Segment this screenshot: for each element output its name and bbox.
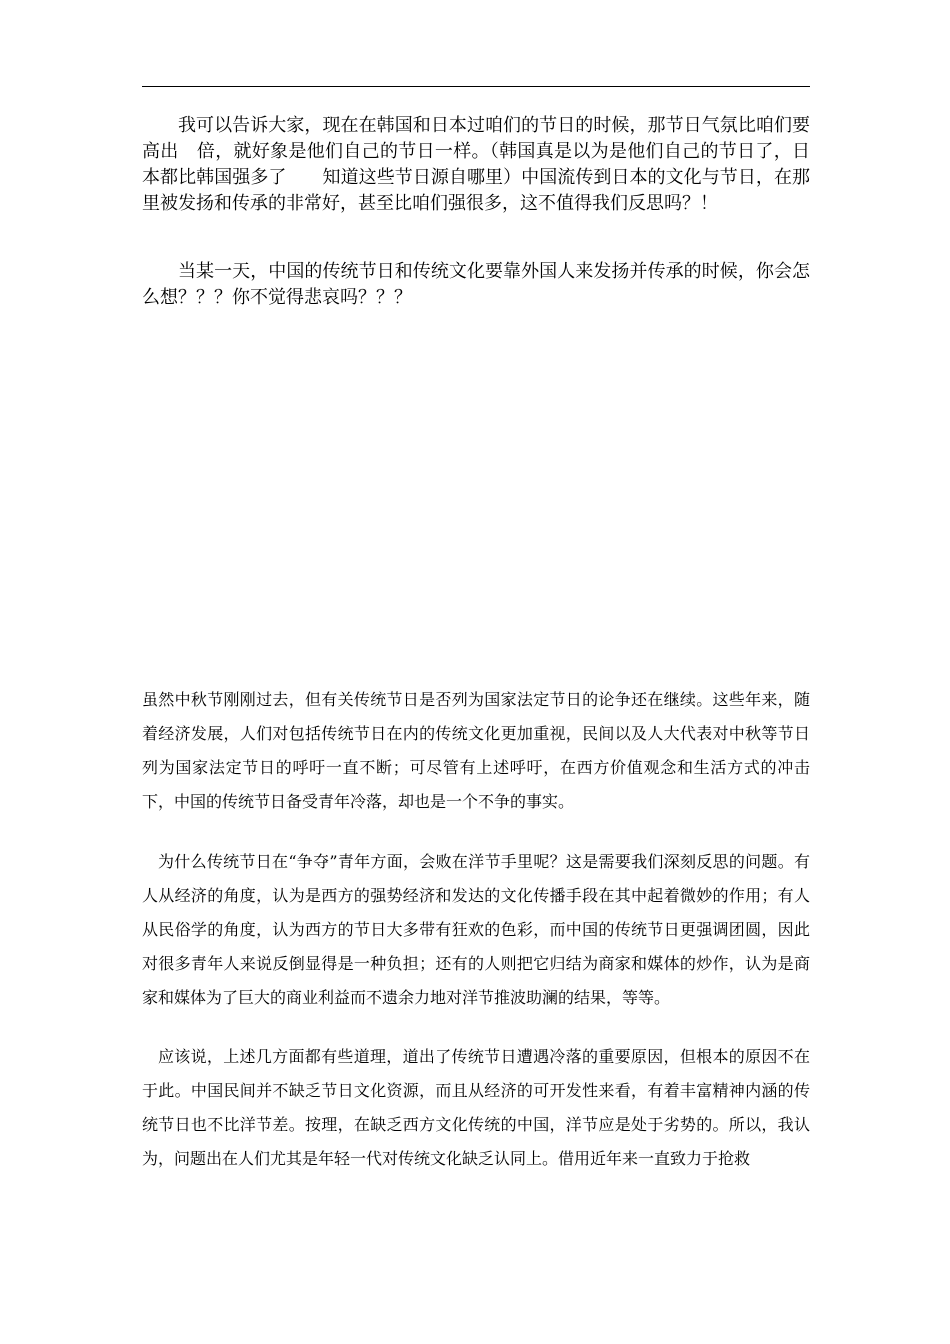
paragraph-3: 虽然中秋节刚刚过去，但有关传统节日是否列为国家法定节日的论争还在继续。这些年来，随着经济发展，人们对包括传统节日在内的传统文化更加重视，民间以及人大代表对中秋等节日列为国家法定节日的呼吁一直不断；可尽管有上述呼吁，在西方价值观念和生活方式的冲击下，中国的传统节日备受青年冷落，却也是一个不争的事实。 xyxy=(142,690,810,811)
paragraph-5: 应该说，上述几方面都有些道理，道出了传统节日遭遇冷落的重要原因，但根本的原因不在于此。中国民间并不缺乏节日文化资源，而且从经济的可开发性来看，有着丰富精神内涵的传统节日也不比洋节差。按理，在缺乏西方文化传统的中国，洋节应是处于劣势的。所以，我认为，问题出在人们尤其是年轻一代对传统文化缺乏认同上。借用近年来一直致力于抢救 xyxy=(142,1047,810,1168)
paragraph-2: 当某一天，中国的传统节日和传统文化要靠外国人来发扬并传承的时候，你会怎么想？？？你不觉得悲哀吗？？？ xyxy=(142,261,810,308)
header-rule xyxy=(142,86,810,87)
paragraph-4: 为什么传统节日在“争夺”青年方面，会败在洋节手里呢？这是需要我们深刻反思的问题。有人从经济的角度，认为是西方的强势经济和发达的文化传播手段在其中起着微妙的作用；有人从民俗学的角度，认为西方的节日大多带有狂欢的色彩，而中国的传统节日更强调团圆，因此对很多青年人来说反倒显得是一种负担；还有的人则把它归结为商家和媒体的炒作，认为是商家和媒体为了巨大的商业利益而不遗余力地对洋节推波助澜的结果，等等。 xyxy=(142,852,810,1007)
paragraph-1: 我可以告诉大家，现在在韩国和日本过咱们的节日的时候，那节日气氛比咱们要高出 倍，就好象是他们自己的节日一样。（韩国真是以为是他们自己的节日了，日本都比韩国强多了 知道这些节日源自哪里）中国流传到日本的文化与节日，在那里被发扬和传承的非常好，甚至比咱们强很多，这不值得我们反思吗？！ xyxy=(142,115,810,214)
